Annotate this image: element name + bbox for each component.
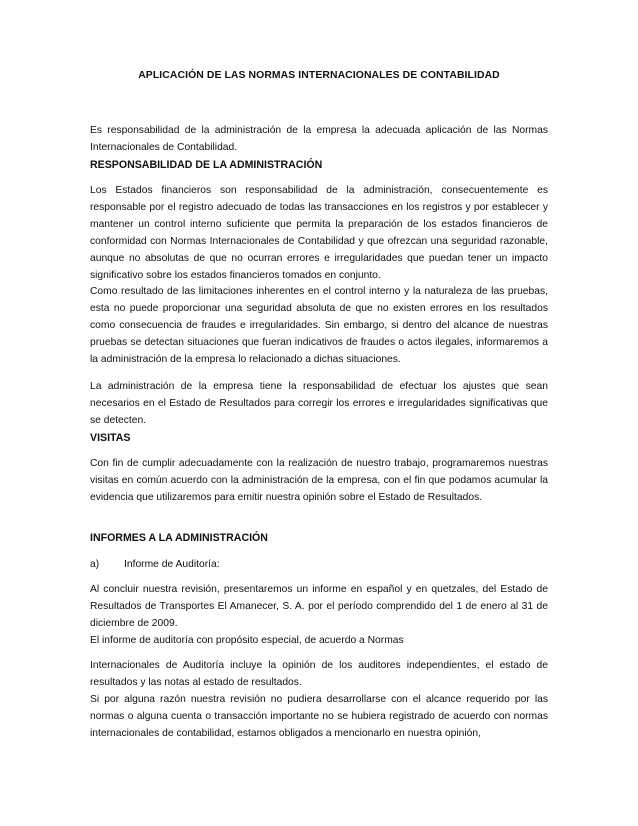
paragraph-estados-financieros: Los Estados financieros son responsabilidad de la administración, consecuentemente es responsable por el registro adecuado de todas las transacciones en los registros y por establecer y mantener un control interno suficiente que permita la preparación de los estados financieros de conformidad con Normas Internacionales de Contabilidad y que ofrezcan una seguridad razonable, aunque no absolutas de que no ocurran errores e irregularidades que puedan tener un impacto significativo sobre los estados financieros tomados en conjunto.: [90, 185, 548, 281]
paragraph-normas-auditoria: Internacionales de Auditoría incluye la opinión de los auditores independientes, el estado de resultados y las notas al estado de resultados.: [90, 660, 548, 688]
paragraph-visitas: Con fin de cumplir adecuadamente con la realización de nuestro trabajo, programaremos nuestras visitas en común acuerdo con la administración de la empresa, con el fin que podamos acumular la evidencia que utilizaremos para emitir nuestra opinión sobre el Estado de Resultados.: [90, 458, 548, 503]
paragraph-ajustes: La administración de la empresa tiene la responsabilidad de efectuar los ajustes que sean necesarios en el Estado de Resultados para corregir los errores e irregularidades significativas que se detecten.: [90, 381, 548, 426]
intro-paragraph: Es responsabilidad de la administración de la empresa la adecuada aplicación de las Normas Internacionales de Contabilidad.: [90, 125, 548, 153]
document-title: APLICACIÓN DE LAS NORMAS INTERNACIONALES DE CONTABILIDAD: [138, 70, 500, 81]
paragraph-concluir-revision: Al concluir nuestra revisión, presentaremos un informe en español y en quetzales, del Estado de Resultados de Transportes El Amanecer, S. A. por el período comprendido del 1 de enero al 31 de diciembre de 2009.: [90, 584, 548, 629]
section-heading-visitas: VISITAS: [90, 432, 131, 444]
section-heading-responsabilidad: RESPONSABILIDAD DE LA ADMINISTRACIÓN: [90, 159, 323, 171]
list-item-text: Informe de Auditoría:: [124, 559, 220, 570]
paragraph-informe-proposito: El informe de auditoría con propósito especial, de acuerdo a Normas: [90, 635, 404, 646]
paragraph-limitaciones: Como resultado de las limitaciones inherentes en el control interno y la naturaleza de las pruebas, esta no puede proporcionar una seguridad absoluta de que no existen errores en los resultados como consecuencia de fraudes e irregularidades. Sin embargo, si dentro del alcance de nuestras pruebas se detectan situaciones que fueran indicativos de fraudes o actos ilegales, informaremos a la administración de la empresa lo relacionado a dichas situaciones.: [90, 286, 548, 365]
paragraph-alcance: Si por alguna razón nuestra revisión no pudiera desarrollarse con el alcance requerido por las normas o alguna cuenta o transacción importante no se hubiera registrado de acuerdo con normas internacionales de contabilidad, estamos obligados a mencionarlo en nuestra opinión,: [90, 694, 548, 739]
section-heading-informes: INFORMES A LA ADMINISTRACIÓN: [90, 532, 268, 544]
list-item-label: a): [90, 559, 100, 570]
list-item-informe-auditoria: [90, 556, 220, 573]
